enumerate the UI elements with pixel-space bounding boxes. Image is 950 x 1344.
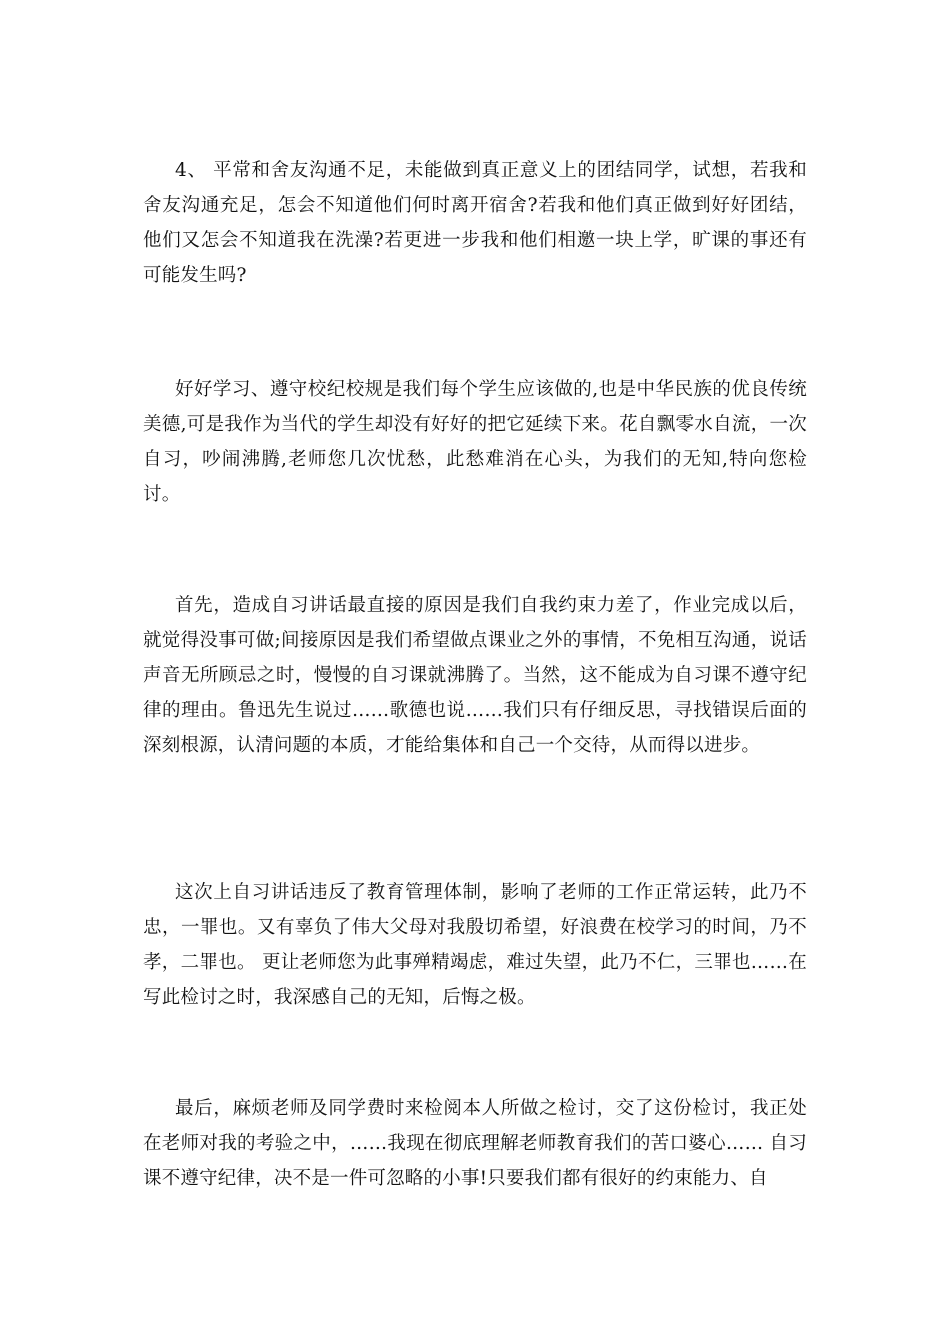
paragraph-roommate-communication: 4、 平常和舍友沟通不足，未能做到真正意义上的团结同学，试想，若我和舍友沟通充足，怎会不知道他们何时离开宿舍?若我和他们真正做到好好团结，他们又怎会不知道我在洗澡?若更进一步我和他们相邀一块上学，旷课的事还有可能发生吗? [143,160,807,286]
paragraph-reasons: 首先，造成自习讲话最直接的原因是我们自我约束力差了，作业完成以后，就觉得没事可做;间接原因是我们希望做点课业之外的事情，不免相互沟通，说话声音无所顾忌之时，慢慢的自习课就沸腾了。当然，这不能成为自习课不遵守纪律的理由。鲁迅先生说过……歌德也说……我们只有仔细反思，寻找错误后面的深刻根源，认清问题的本质，才能给集体和自己一个交待，从而得以进步。 [143,595,807,756]
paragraph-three-faults: 这次上自习讲话违反了教育管理体制，影响了老师的工作正常运转，此乃不忠，一罪也。又有辜负了伟大父母对我殷切希望，好浪费在校学习的时间，乃不孝，二罪也。 更让老师您为此事殚精竭虑，难过失望，此乃不仁，三罪也……在写此检讨之时，我深感自己的无知，后悔之极。 [143,882,807,1008]
paragraph-conclusion: 最后，麻烦老师及同学费时来检阅本人所做之检讨，交了这份检讨，我正处在老师对我的考验之中，……我现在彻底理解老师教育我们的苦口婆心…… 自习课不遵守纪律，决不是一件可忽略的小事!只要我们都有很好的约束能力、自 [143,1098,807,1189]
paragraph-study-and-discipline: 好好学习、遵守校纪校规是我们每个学生应该做的,也是中华民族的优良传统美德,可是我作为当代的学生却没有好好的把它延续下来。花自飘零水自流，一次自习，吵闹沸腾,老师您几次忧愁，此愁难消在心头，为我们的无知,特向您检讨。 [143,379,807,505]
